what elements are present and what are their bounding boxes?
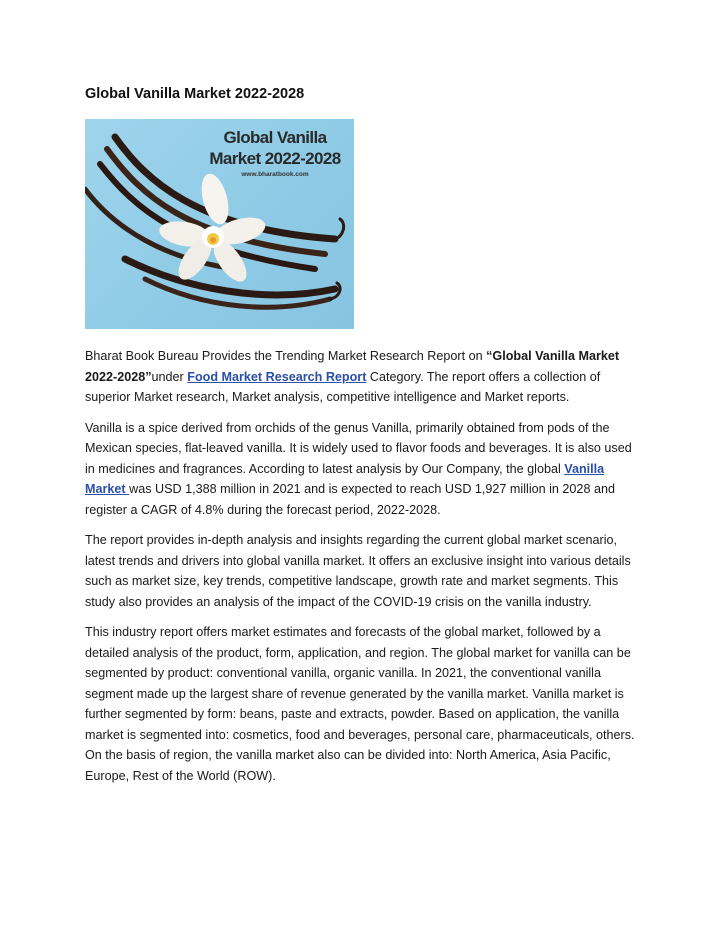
hero-image <box>85 119 354 329</box>
vanilla-text: Vanilla is a spice derived from orchids of the genus Vanilla, primarily obtained from pods of the Mexican species, flat-leaved vanilla. It is widely used to flavor foods and beverages. It is also used in medicines and fragrances. According to latest analysis by Our Company, the global <box>85 420 632 476</box>
hero-heading: Global Vanilla Market 2022-2028 <box>209 128 341 168</box>
page-title: Global Vanilla Market 2022-2028 <box>85 86 305 102</box>
paragraph-intro <box>85 346 637 408</box>
intro-text-2: under <box>151 369 188 384</box>
paragraph-segments: This industry report offers market estimates and forecasts of the global market, followed by a detailed analysis of the product, form, application, and region. The global market for vanilla can be segmented by product: conventional vanilla, organic vanilla. In 2021, the conventional vanilla segment made up the largest share of revenue generated by the vanilla market. Vanilla market is further segmented by form: beans, paste and extracts, powder. Based on application, the vanilla market is segmented into: cosmetics, food and beverages, personal care, pharmaceuticals, others. On the basis of region, the vanilla market also can be divided into: North America, Asia Pacific, Europe, Rest of the World (ROW). <box>85 625 635 783</box>
paragraph-analysis: The report provides in-depth analysis and insights regarding the current global market scenario, latest trends and drivers into global vanilla market. It offers an exclusive insight into various details such as market size, key trends, competitive landscape, growth rate and market segments. This study also provides an analysis of the impact of the COVID-19 crisis on the vanilla industry. <box>85 533 631 609</box>
vanilla-text-2: was USD 1,388 million in 2021 and is expected to reach USD 1,927 million in 2028 and register a CAGR of 4.8% during the forecast period, 2022-2028. <box>85 482 615 517</box>
food-market-research-link[interactable]: Food Market Research Report <box>187 369 367 384</box>
paragraph-vanilla <box>85 418 637 521</box>
report-name: “Global Vanilla Market 2022-2028” <box>85 349 620 384</box>
orchid-icon <box>157 171 268 287</box>
vanilla-market-link[interactable]: Vanilla Market <box>85 461 605 496</box>
article-body <box>85 346 637 796</box>
intro-text-3: Category. The report offers a collection of superior Market research, Market analysis, competitive intelligence and Market reports. <box>85 369 601 404</box>
hero-url: www.bharatbook.com <box>241 171 309 178</box>
intro-text: Bharat Book Bureau Provides the Trending Market Research Report on <box>85 349 487 363</box>
